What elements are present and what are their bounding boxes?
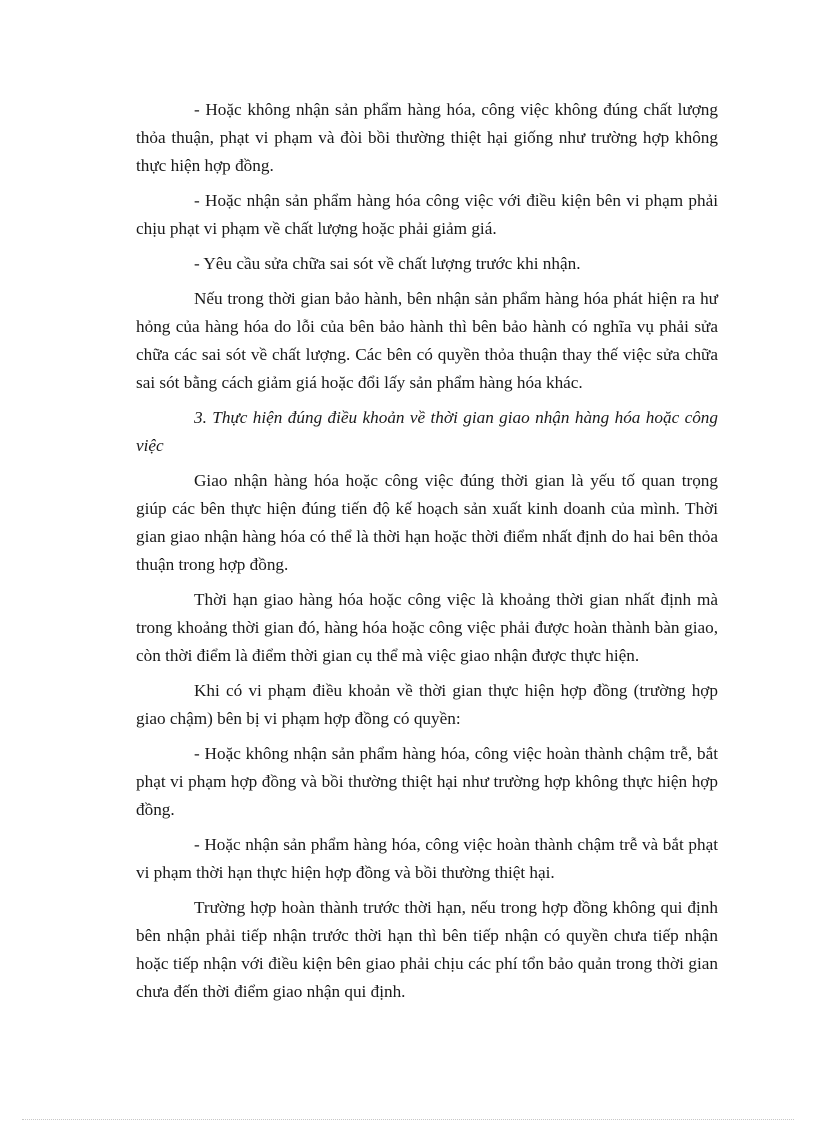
paragraph-accept-with-penalty: - Hoặc nhận sản phẩm hàng hóa công việc với điều kiện bên vi phạm phải chịu phạt vi phạm về chất lượng hoặc phải giảm giá.	[136, 191, 718, 238]
page-bottom-divider	[22, 1119, 794, 1120]
document-page	[136, 96, 718, 1013]
paragraph-request-repair: - Yêu cầu sửa chữa sai sót về chất lượng trước khi nhận.	[194, 254, 581, 273]
paragraph-delivery-importance: Giao nhận hàng hóa hoặc công việc đúng thời gian là yếu tố quan trọng giúp các bên thực hiện đúng tiến độ kế hoạch sản xuất kinh doanh của mình. Thời gian giao nhận hàng hóa có thể là thời hạn hoặc thời điểm nhất định do hai bên thỏa thuận trong hợp đồng.	[136, 471, 718, 574]
paragraph-early-completion: Trường hợp hoàn thành trước thời hạn, nếu trong hợp đồng không qui định bên nhận phải tiếp nhận trước thời hạn thì bên tiếp nhận có quyền chưa tiếp nhận hoặc tiếp nhận với điều kiện bên giao phải chịu các phí tổn bảo quản trong thời gian chưa đến thời điểm giao nhận qui định.	[136, 898, 718, 1001]
section-heading-delivery-time: 3. Thực hiện đúng điều khoản về thời gian giao nhận hàng hóa hoặc công việc	[136, 408, 718, 455]
paragraph-accept-late-goods: - Hoặc nhận sản phẩm hàng hóa, công việc hoàn thành chậm trễ và bắt phạt vi phạm thời hạn thực hiện hợp đồng và bồi thường thiệt hại.	[136, 835, 718, 882]
paragraph-warranty-period: Nếu trong thời gian bảo hành, bên nhận sản phẩm hàng hóa phát hiện ra hư hỏng của hàng hóa do lỗi của bên bảo hành thì bên bảo hành có nghĩa vụ phải sửa chữa các sai sót về chất lượng. Các bên có quyền thỏa thuận thay thế việc sửa chữa sai sót bằng cách giảm giá hoặc đổi lấy sản phẩm hàng hóa khác.	[136, 289, 718, 392]
paragraph-delivery-term-definition: Thời hạn giao hàng hóa hoặc công việc là khoảng thời gian nhất định mà trong khoảng thời gian đó, hàng hóa hoặc công việc phải được hoàn thành bàn giao, còn thời điểm là điểm thời gian cụ thể mà việc giao nhận được thực hiện.	[136, 590, 718, 665]
paragraph-reject-late-goods: - Hoặc không nhận sản phẩm hàng hóa, công việc hoàn thành chậm trễ, bắt phạt vi phạm hợp đồng và bồi thường thiệt hại như trường hợp không thực hiện hợp đồng.	[136, 744, 718, 819]
paragraph-late-delivery-rights: Khi có vi phạm điều khoản về thời gian thực hiện hợp đồng (trường hợp giao chậm) bên bị vi phạm hợp đồng có quyền:	[136, 681, 718, 728]
paragraph-reject-goods-quality: - Hoặc không nhận sản phẩm hàng hóa, công việc không đúng chất lượng thỏa thuận, phạt vi phạm và đòi bồi thường thiệt hại giống như trường hợp không thực hiện hợp đồng.	[136, 100, 718, 175]
